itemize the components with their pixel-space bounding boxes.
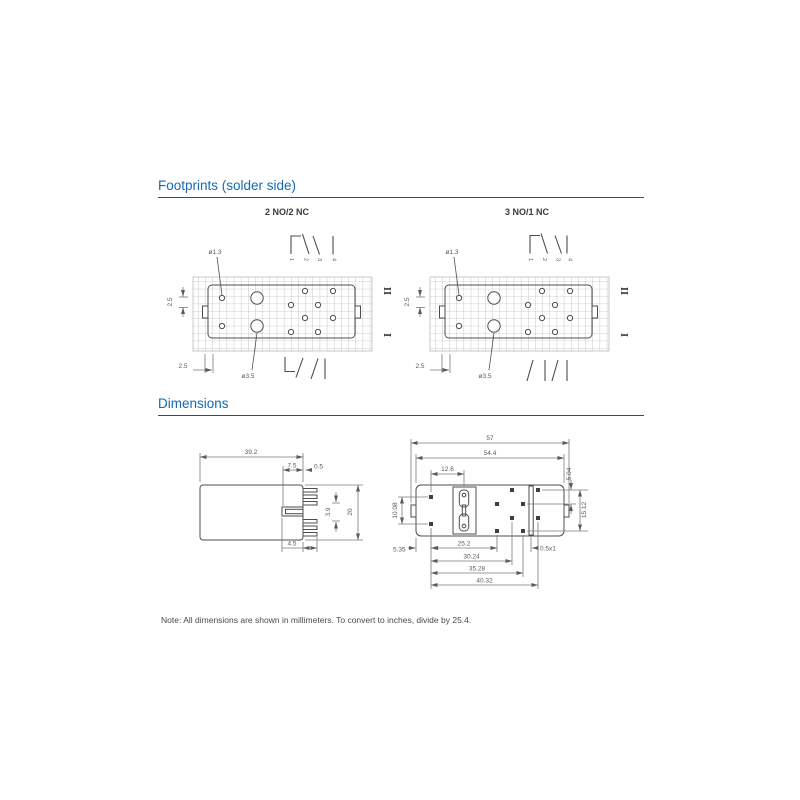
footprints-heading: Footprints (solder side) (158, 178, 644, 198)
dim-bottom-pitch3: 35.28 (468, 565, 486, 573)
footprint2-hole-small-label: ø1.3 (445, 249, 459, 256)
dim-bottom-slot-offset: 12.6 (441, 466, 454, 473)
footprint2-base-geometry (416, 257, 609, 373)
svg-text:3: 3 (316, 258, 322, 262)
footprint1-row-II: II (381, 286, 392, 296)
dim-bottom-row-span: 15.12 (581, 501, 588, 519)
footprint1-pin-numbers (288, 258, 337, 261)
dim-bottom-pitch1: 25.2 (457, 540, 471, 548)
dim-bottom-row-gap: 5.04 (566, 467, 573, 481)
footprint2-title: 3 NO/1 NC (504, 207, 550, 217)
svg-text:4: 4 (566, 258, 573, 262)
dim-side-height: 20 (347, 508, 354, 516)
svg-text:2: 2 (302, 258, 309, 262)
footprint1-base-geometry (179, 257, 372, 373)
dim-side-pin-length: 4.5 (287, 540, 297, 548)
footprint1-pitch-v-label: 2.5 (167, 297, 174, 307)
bottom-view-drawing (390, 430, 610, 595)
dim-side-width: 39.2 (244, 449, 258, 456)
footprint1-hole-small-label: ø1.3 (208, 249, 222, 256)
footprint2-pitch-h-label: 2.5 (415, 363, 425, 370)
footprint1-pitch-h-label: 2.5 (178, 363, 188, 370)
footprint2-hole-large-label: ø3.5 (478, 373, 492, 380)
footprint2-pitch-v-label: 2.5 (404, 297, 411, 307)
bottom-view-body (411, 485, 569, 536)
footprint1-contact-symbols-bottom (285, 357, 325, 379)
footprint2-pin-numbers (527, 258, 573, 261)
footprint-diagram-2no2nc (155, 200, 400, 390)
bottom-view-dimensions (392, 435, 588, 589)
svg-text:3: 3 (554, 258, 561, 262)
footprint1-contact-symbols-top (291, 234, 333, 255)
dim-bottom-pitch2: 30.24 (463, 553, 480, 561)
dim-bottom-edge-to-pin: 5.35 (393, 546, 406, 554)
dim-side-gap: 0.5 (314, 463, 324, 471)
dim-bottom-pitch4: 40.32 (476, 577, 493, 585)
footprint2-row-II: II (618, 286, 629, 296)
units-note: Note: All dimensions are shown in millimeters. To convert to inches, divide by 25.4. (161, 615, 472, 625)
bottom-view-pins (429, 488, 540, 533)
dim-bottom-left-pin-span: 10.08 (392, 502, 399, 519)
dim-bottom-pin-section: 0.5x1 (540, 545, 556, 553)
dim-bottom-overall-width: 57 (486, 435, 494, 442)
side-view-drawing (155, 430, 385, 570)
dim-side-pin-row-gap: 3.9 (325, 507, 332, 517)
side-view-body (200, 485, 317, 540)
dimensions-heading: Dimensions (158, 396, 644, 416)
side-view-dimensions (200, 449, 363, 552)
svg-text:4: 4 (330, 258, 337, 262)
dim-side-tab-offset: 7.5 (287, 462, 297, 470)
svg-text:1: 1 (288, 258, 294, 262)
dim-bottom-body-width: 54.4 (483, 450, 497, 457)
footprint1-hole-large-label: ø3.5 (241, 373, 255, 380)
footprint1-row-I: I (381, 332, 392, 338)
footprint-diagram-3no1nc (392, 200, 637, 390)
svg-text:1: 1 (527, 258, 533, 262)
footprint2-contact-symbols-bottom (527, 360, 567, 381)
footprint1-title: 2 NO/2 NC (264, 207, 310, 217)
footprint2-row-I: I (618, 332, 629, 338)
svg-text:2: 2 (541, 258, 547, 262)
footprint2-contact-symbols-top (530, 234, 567, 254)
